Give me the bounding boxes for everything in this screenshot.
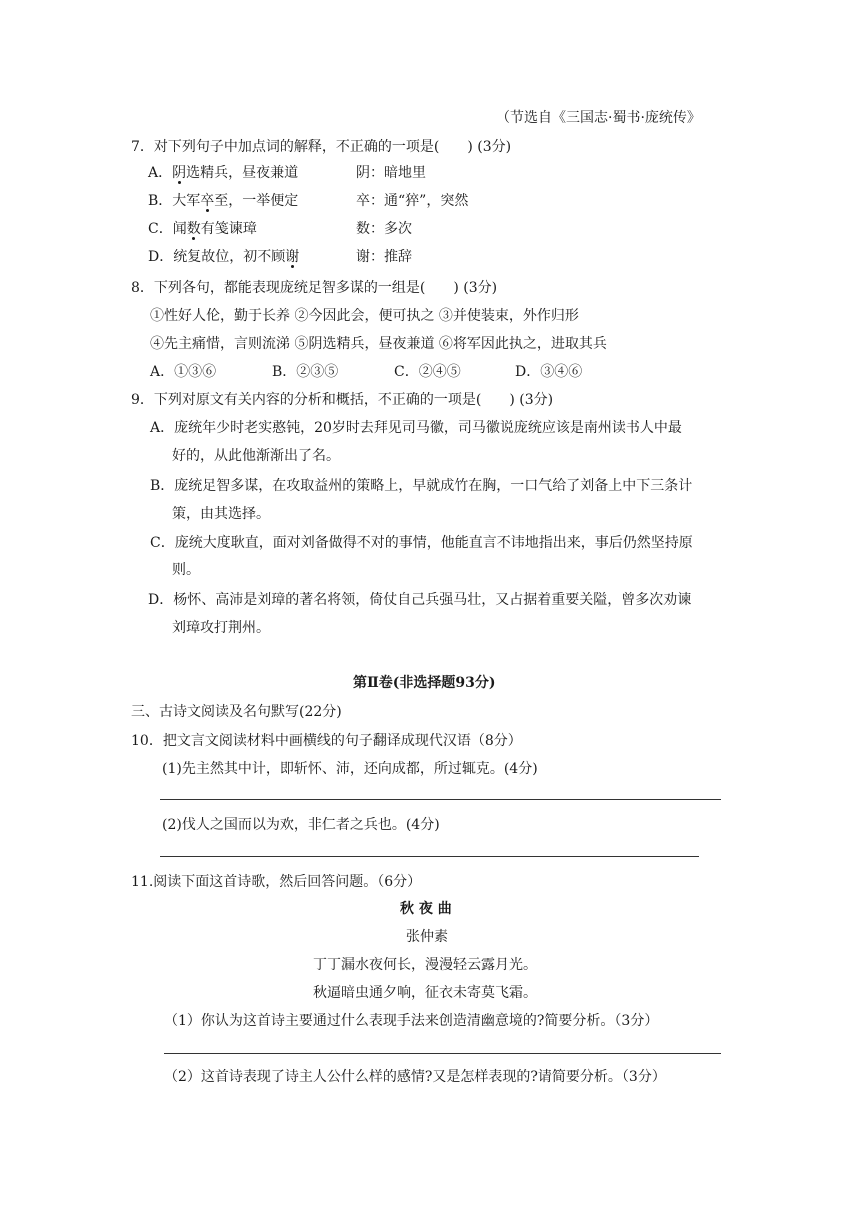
q7-gloss-c: 数：多次 [356, 221, 412, 237]
part2-title: 第Ⅱ卷(非选择题93分) [353, 675, 496, 691]
q9-option-c-line1: C．庞统大度耿直，面对刘备做得不对的事情，他能直言不讳地指出来，事后仍然坚持原 [150, 535, 693, 551]
q8-choice-c: C．②④⑤ [394, 364, 461, 380]
q7-gloss-b: 卒：通“猝”，突然 [356, 193, 469, 209]
q7-gloss-d: 谢：推辞 [356, 249, 412, 265]
section3-heading: 三、古诗文阅读及名句默写(22分) [131, 704, 342, 720]
q11-answer-line-1[interactable] [164, 1053, 721, 1054]
q10-sentence-2: (2)伐人之国而以为欢，非仁者之兵也。(4分) [162, 817, 440, 833]
q8-choice-a: A．①③⑥ [150, 364, 217, 380]
q10-stem: 10．把文言文阅读材料中画横线的句子翻译成现代汉语（8分） [131, 733, 522, 749]
q8-choice-b: B．②③⑤ [272, 364, 339, 380]
poem-line-2: 秋逼暗虫通夕响，征衣未寄莫飞霜。 [313, 985, 537, 1001]
q9-option-a-line1: A．庞统年少时老实憨钝，20岁时去拜见司马徽，司马徽说庞统应该是南州读书人中最 [150, 420, 682, 436]
q10-answer-line-1[interactable] [160, 799, 721, 800]
q9-stem: 9．下列对原文有关内容的分析和概括，不正确的一项是( ) (3分) [131, 392, 554, 408]
q7-stem: 7．对下列句子中加点词的解释，不正确的一项是( ) (3分) [131, 139, 512, 155]
source-citation: （节选自《三国志·蜀书·庞统传》 [496, 110, 701, 126]
q11-stem: 11.阅读下面这首诗歌，然后回答问题。（6分） [131, 874, 422, 890]
q9-option-b-line2: 策，由其选择。 [172, 506, 270, 522]
q10-answer-line-2[interactable] [160, 856, 699, 857]
q11-subquestion-1: （1）你认为这首诗主要通过什么表现手法来创造清幽意境的?简要分析。（3分） [164, 1013, 659, 1029]
q8-choice-d: D．③④⑥ [515, 364, 583, 380]
q8-stem: 8．下列各句，都能表现庞统足智多谋的一组是( ) (3分) [131, 280, 498, 296]
poem-line-1: 丁丁漏水夜何长，漫漫轻云露月光。 [313, 957, 537, 973]
q9-option-d-line2: 刘璋攻打荆州。 [172, 620, 270, 636]
q8-items-line2: ④先主痛惜，言则流涕 ⑤阴选精兵，昼夜兼道 ⑥将军因此执之，进取其兵 [150, 336, 607, 352]
q9-option-b-line1: B．庞统足智多谋，在攻取益州的策略上，早就成竹在胸，一口气给了刘备上中下三条计 [150, 478, 693, 494]
q9-option-c-line2: 则。 [172, 562, 200, 578]
q9-option-a-line2: 好的，从此他渐渐出了名。 [172, 448, 340, 464]
q9-option-d-line1: D．杨怀、高沛是刘璋的著名将领，倚仗自己兵强马壮，又占据着重要关隘，曾多次劝谏 [148, 592, 692, 608]
poem-author: 张仲素 [406, 929, 448, 945]
q8-items-line1: ①性好人伦，勤于长养 ②今因此会，便可执之 ③并使装束，外作归形 [150, 308, 579, 324]
q7-gloss-a: 阴：暗地里 [356, 165, 426, 181]
q7-option-b: B．大军卒至，一举便定 [148, 193, 299, 209]
q10-sentence-1: (1)先主然其中计，即斩怀、沛，还向成都，所过辄克。(4分) [162, 761, 538, 777]
q7-option-d: D．统复故位，初不顾谢 [148, 249, 300, 265]
poem-title: 秋 夜 曲 [400, 901, 452, 917]
q7-option-a: A．阴选精兵，昼夜兼道 [148, 165, 299, 181]
q11-subquestion-2: （2）这首诗表现了诗主人公什么样的感情?又是怎样表现的?请简要分析。（3分） [164, 1069, 666, 1085]
q7-option-c: C．闻数有笺谏璋 [148, 221, 257, 237]
